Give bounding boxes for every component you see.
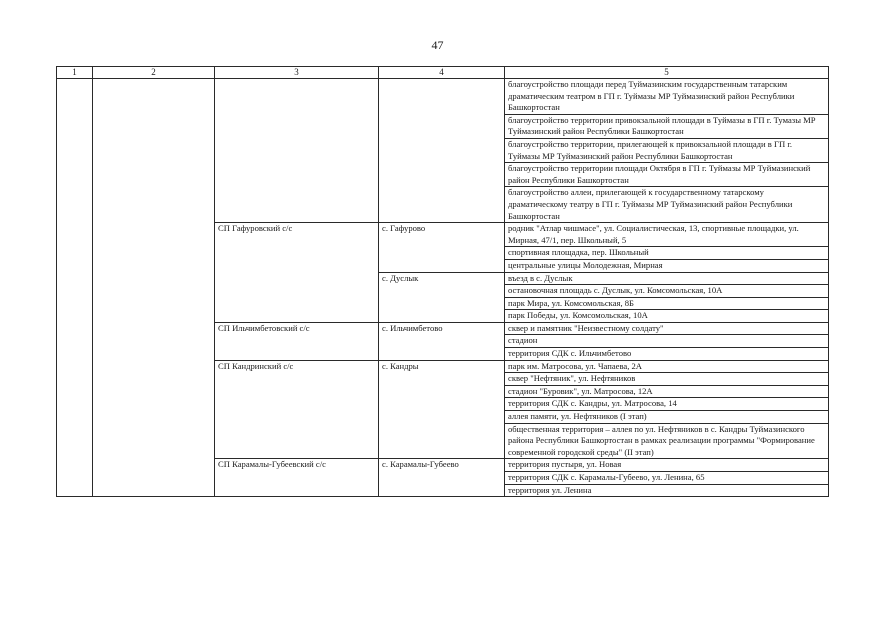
col-2-cell bbox=[93, 79, 215, 497]
locality-cell: с. Ильчимбетово bbox=[379, 322, 505, 360]
object-cell: спортивная площадка, пер. Школьный bbox=[505, 247, 829, 260]
object-cell: благоустройство территории привокзальной площади в Туймазы в ГП г. Тумазы МР Туймазинский район Республики Башкортостан bbox=[505, 114, 829, 138]
object-cell: аллея памяти, ул. Нефтяников (I этап) bbox=[505, 411, 829, 424]
object-cell: территория пустыря, ул. Новая bbox=[505, 459, 829, 472]
locality-cell bbox=[379, 79, 505, 223]
object-cell: благоустройство аллеи, прилегающей к государственному татарскому драматическому театру в ГП г. Туймазы МР Туймазинский район Республики Башкортостан bbox=[505, 187, 829, 223]
object-cell: территория СДК с. Кандры, ул. Матросова, 14 bbox=[505, 398, 829, 411]
register-body bbox=[57, 79, 829, 497]
object-cell: въезд в с. Дуслык bbox=[505, 272, 829, 285]
col-1-cell bbox=[57, 79, 93, 497]
object-cell: общественная территория – аллея по ул. Нефтяников в с. Кандры Туймазинского района Республики Башкортостан в рамках реализации программы "Формирование современной городской среды" (II этап) bbox=[505, 423, 829, 459]
settlement-cell bbox=[215, 79, 379, 223]
table-row bbox=[57, 79, 829, 115]
object-cell: стадион bbox=[505, 335, 829, 348]
object-cell: остановочная площадь с. Дуслык, ул. Комсомольская, 10А bbox=[505, 285, 829, 298]
object-cell: сквер "Нефтяник", ул. Нефтяников bbox=[505, 373, 829, 386]
object-cell: благоустройство территории, прилегающей к привокзальной площади в ГП г. Туймазы МР Туймазинский район Республики Башкортостан bbox=[505, 138, 829, 162]
object-cell: сквер и памятник "Неизвестному солдату" bbox=[505, 322, 829, 335]
locality-cell: с. Карамалы-Губеево bbox=[379, 459, 505, 497]
object-cell: парк Мира, ул. Комсомольская, 8Б bbox=[505, 297, 829, 310]
object-cell: центральные улицы Молодежная, Мирная bbox=[505, 259, 829, 272]
column-header: 3 bbox=[215, 67, 379, 79]
settlement-cell: СП Карамалы-Губеевский с/с bbox=[215, 459, 379, 497]
object-cell: территория СДК с. Ильчимбетово bbox=[505, 348, 829, 361]
header-row bbox=[57, 67, 829, 79]
object-cell: территория СДК с. Карамалы-Губеево, ул. Ленина, 65 bbox=[505, 472, 829, 485]
object-cell: благоустройство площади перед Туймазинским государственным татарским драматическим театром в ГП г. Туймазы МР Туймазинский район Республики Башкортостан bbox=[505, 79, 829, 115]
object-cell: стадион "Буровик", ул. Матросова, 12А bbox=[505, 385, 829, 398]
locality-cell: с. Гафурово bbox=[379, 223, 505, 272]
column-header: 2 bbox=[93, 67, 215, 79]
column-header: 4 bbox=[379, 67, 505, 79]
register-table bbox=[56, 66, 829, 497]
settlement-cell: СП Гафуровский с/с bbox=[215, 223, 379, 323]
object-cell: благоустройство территории площади Октября в ГП г. Туймазы МР Туймазинский район Республики Башкортостан bbox=[505, 163, 829, 187]
settlement-cell: СП Кандринский с/с bbox=[215, 360, 379, 459]
page-number: 47 bbox=[431, 38, 444, 52]
locality-cell: с. Кандры bbox=[379, 360, 505, 459]
column-header: 1 bbox=[57, 67, 93, 79]
object-cell: парк Победы, ул. Комсомольская, 10А bbox=[505, 310, 829, 323]
object-cell: родник "Атлар чишмасе", ул. Социалистическая, 13, спортивные площадки, ул. Мирная, 47/1, пер. Школьный, 5 bbox=[505, 223, 829, 247]
object-cell: территория ул. Ленина bbox=[505, 484, 829, 497]
locality-cell: с. Дуслык bbox=[379, 272, 505, 322]
settlement-cell: СП Ильчимбетовский с/с bbox=[215, 322, 379, 360]
object-cell: парк им. Матросова, ул. Чапаева, 2А bbox=[505, 360, 829, 373]
column-header: 5 bbox=[505, 67, 829, 79]
